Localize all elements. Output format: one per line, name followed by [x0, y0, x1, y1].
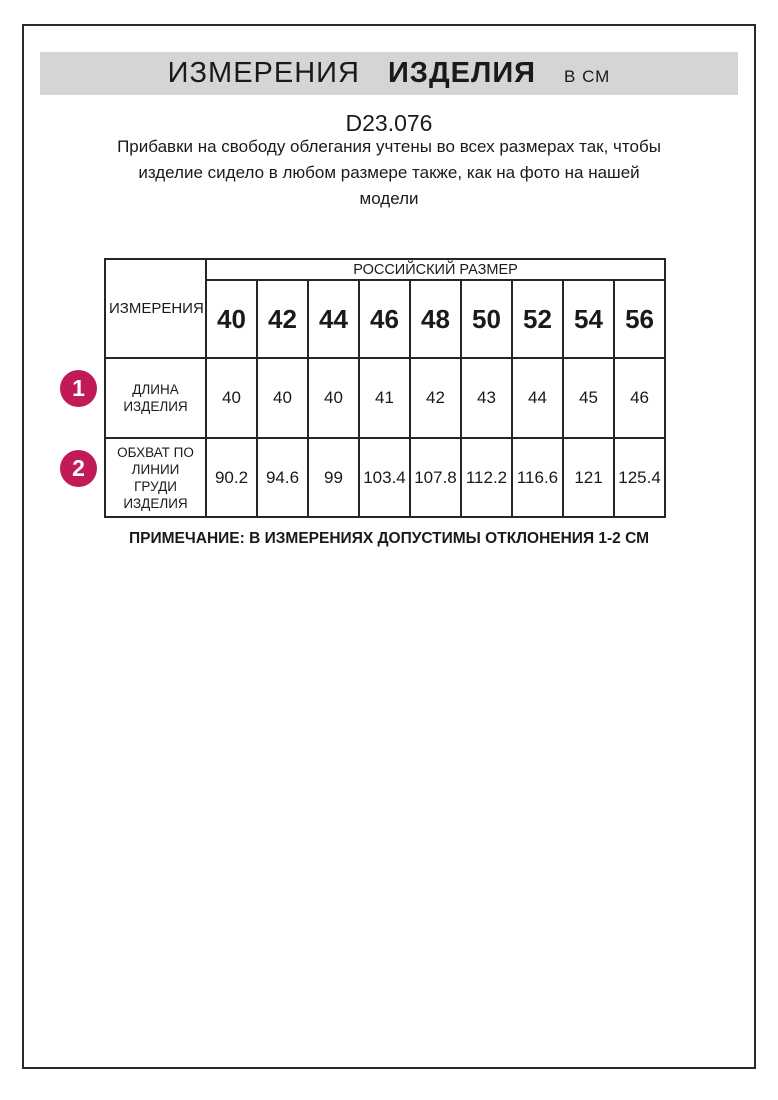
size-header-cell: 56: [614, 280, 665, 358]
corner-header-cell: ИЗМЕРЕНИЯ: [105, 259, 206, 358]
product-code: D23.076: [345, 110, 433, 136]
table-row-length: [105, 358, 665, 438]
value-cell: 44: [512, 358, 563, 438]
size-header-cell: 52: [512, 280, 563, 358]
table-row-chest: [105, 438, 665, 517]
description-paragraph: [69, 134, 709, 212]
title-measurements: ИЗМЕРЕНИЯ: [167, 57, 360, 89]
value-cell: 103.4: [359, 438, 410, 517]
value-cell: 40: [257, 358, 308, 438]
size-header-cell: 48: [410, 280, 461, 358]
value-cell: 90.2: [206, 438, 257, 517]
value-cell: 112.2: [461, 438, 512, 517]
size-header-cell: 54: [563, 280, 614, 358]
value-cell: 42: [410, 358, 461, 438]
page-border-frame: [22, 24, 756, 1069]
note-text: ПРИМЕЧАНИЕ: В ИЗМЕРЕНИЯХ ДОПУСТИМЫ ОТКЛОНЕНИЯ 1-2 СМ: [128, 530, 650, 547]
row-marker-2: 2: [60, 450, 97, 487]
value-cell: 43: [461, 358, 512, 438]
value-cell: 121: [563, 438, 614, 517]
value-cell: 46: [614, 358, 665, 438]
size-header-cell: 50: [461, 280, 512, 358]
value-cell: 41: [359, 358, 410, 438]
value-cell: 116.6: [512, 438, 563, 517]
value-cell: 99: [308, 438, 359, 517]
size-header-cell: 42: [257, 280, 308, 358]
value-cell: 125.4: [614, 438, 665, 517]
value-cell: 107.8: [410, 438, 461, 517]
title-units: В СМ: [564, 67, 611, 86]
size-group-header-cell: РОССИЙСКИЙ РАЗМЕР: [206, 259, 665, 280]
size-table: [104, 258, 666, 518]
size-header-cell: 46: [359, 280, 410, 358]
description-line: изделие сидело в любом размере также, как на фото на нашей: [138, 163, 640, 182]
row-label-cell: ДЛИНА ИЗДЕЛИЯ: [105, 358, 206, 438]
description-line: модели: [359, 189, 419, 208]
value-cell: 94.6: [257, 438, 308, 517]
size-header-cell: 40: [206, 280, 257, 358]
value-cell: 45: [563, 358, 614, 438]
size-header-cell: 44: [308, 280, 359, 358]
row-marker-1: 1: [60, 370, 97, 407]
title-product: ИЗДЕЛИЯ: [387, 57, 537, 89]
description-line: Прибавки на свободу облегания учтены во всех размерах так, чтобы: [117, 137, 661, 156]
value-cell: 40: [206, 358, 257, 438]
header-band: [40, 52, 738, 95]
value-cell: 40: [308, 358, 359, 438]
row-label-cell: ОБХВАТ ПО ЛИНИИ ГРУДИ ИЗДЕЛИЯ: [105, 438, 206, 517]
